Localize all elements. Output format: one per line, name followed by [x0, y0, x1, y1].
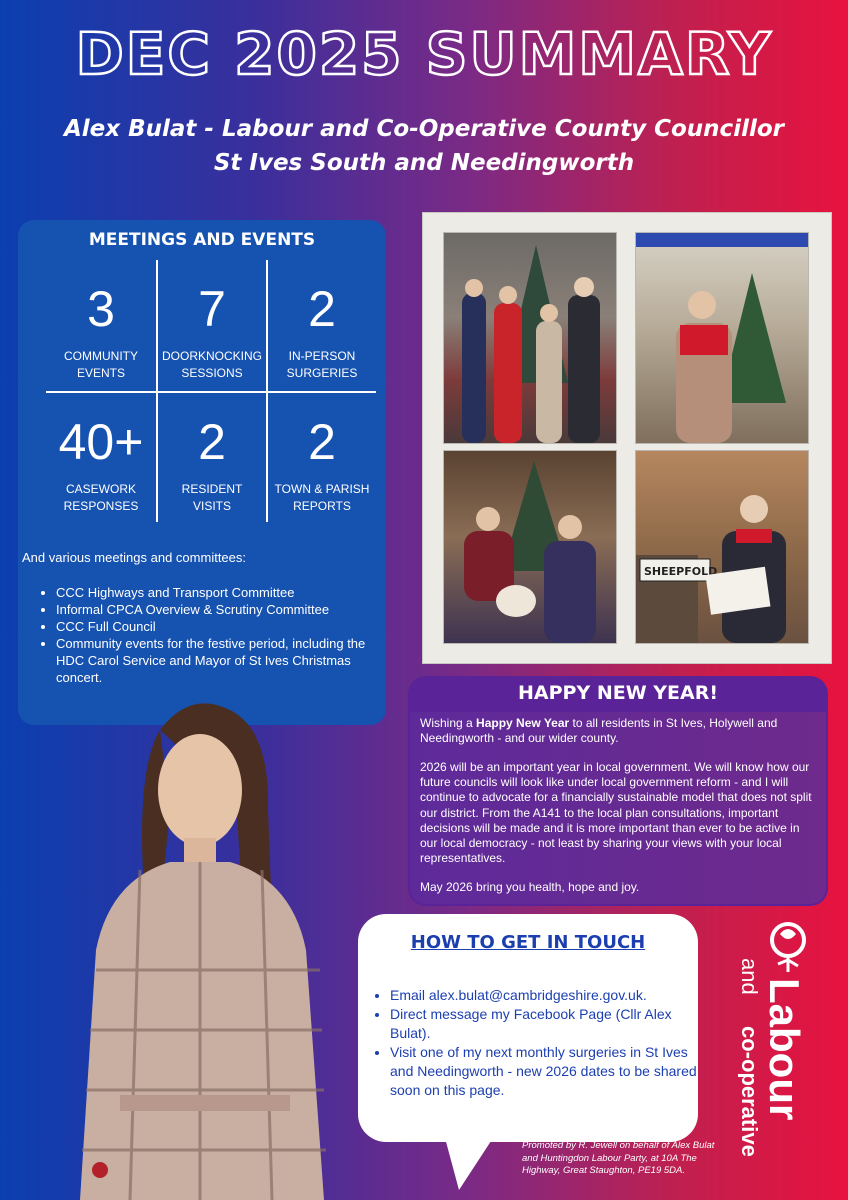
stat-value: 40+ [58, 414, 144, 470]
list-item: • CCC Highways and Transport Committee [56, 584, 388, 601]
list-item: • CCC Full Council [56, 618, 388, 635]
contact-surgeries: • Visit one of my next monthly surgeries in St Ives and Needingworth - new 2026 dates to be shared soon on this page. [390, 1043, 708, 1100]
new-year-panel [408, 676, 828, 906]
new-year-greeting: Wishing a Happy New Year to all residents in St Ives, Holywell and Needingworth - and our wider county. [420, 716, 778, 746]
councillor-portrait [40, 690, 370, 1200]
councillor-name-line: Alex Bulat - Labour and Co-Operative County Councillor [64, 116, 784, 142]
contact-facebook[interactable]: • Direct message my Facebook Page (Cllr Alex Bulat). [390, 1005, 708, 1043]
stat-in-person-surgeries [266, 260, 376, 391]
logo-coop-word: co-operative [738, 1026, 762, 1157]
bubble-tail [445, 1138, 493, 1190]
stat-value: 2 [198, 414, 226, 470]
stat-town-parish-reports [266, 391, 376, 522]
logo-labour-word: Labour [761, 978, 808, 1121]
imprint-text: Promoted by R. Jewell on behalf of Alex Bulat and Huntingdon Labour Party, at 10A The Highway, Great Staughton, PE19 5DA. [522, 1140, 715, 1176]
stat-resident-visits [156, 391, 266, 522]
contact-bubble [358, 914, 698, 1142]
stat-label: COMMUNITY EVENTS [64, 349, 138, 380]
committees-intro: And various meetings and committees: [22, 550, 246, 565]
photo-family-tree [443, 450, 617, 644]
stat-label: DOORKNOCKING SESSIONS [161, 349, 262, 380]
meetings-events-heading: MEETINGS AND EVENTS [88, 230, 316, 250]
committees-list [40, 584, 388, 686]
stat-value: 3 [87, 281, 115, 337]
stat-casework-responses [46, 391, 156, 522]
list-item: • Community events for the festive period, including the HDC Carol Service and Mayor of St Ives Christmas concert. [56, 635, 388, 686]
stat-value: 2 [308, 414, 336, 470]
logo-and-word: and [738, 958, 762, 995]
labour-coop-logo [738, 918, 838, 1188]
contact-title: HOW TO GET IN TOUCH [410, 932, 646, 953]
rose-icon [772, 924, 804, 972]
stat-label: IN-PERSON SURGERIES [286, 349, 358, 380]
stat-doorknocking-sessions [156, 260, 266, 391]
new-year-body [410, 712, 826, 904]
ward-name-line: St Ives South and Needingworth [213, 150, 635, 176]
stat-value: 7 [198, 281, 226, 337]
contact-list [372, 986, 708, 1100]
stat-community-events [46, 260, 156, 391]
photo-street-sign [635, 450, 809, 644]
photo-office-tree [635, 232, 809, 444]
new-year-title: HAPPY NEW YEAR! [517, 682, 719, 704]
list-item: • Informal CPCA Overview & Scrutiny Committee [56, 601, 388, 618]
stat-label: TOWN & PARISH REPORTS [274, 482, 370, 513]
stat-label: RESIDENT VISITS [181, 482, 243, 513]
photo-collage [422, 212, 832, 664]
photo-christmas-tree-group [443, 232, 617, 444]
stats-grid [46, 260, 376, 522]
street-sign-text: SHEEPFOLD [644, 565, 718, 578]
stat-value: 2 [308, 281, 336, 337]
new-year-closing: May 2026 bring you health, hope and joy. [420, 880, 640, 894]
contact-email[interactable]: • Email alex.bulat@cambridgeshire.gov.uk. [390, 986, 708, 1005]
page-title: DEC 2025 SUMMARY [75, 20, 773, 88]
new-year-paragraph: 2026 will be an important year in local government. We will know how our future councils will look like under local government reform - and I will continue to advocate for a financially sustainable model that does not split our district. From the A141 to the local plan consultations, important decisions will be made and it is more important than ever to be active in our local democracy - not least by sharing your views with your local representatives. [420, 760, 812, 866]
stat-label: CASEWORK RESPONSES [63, 482, 139, 513]
